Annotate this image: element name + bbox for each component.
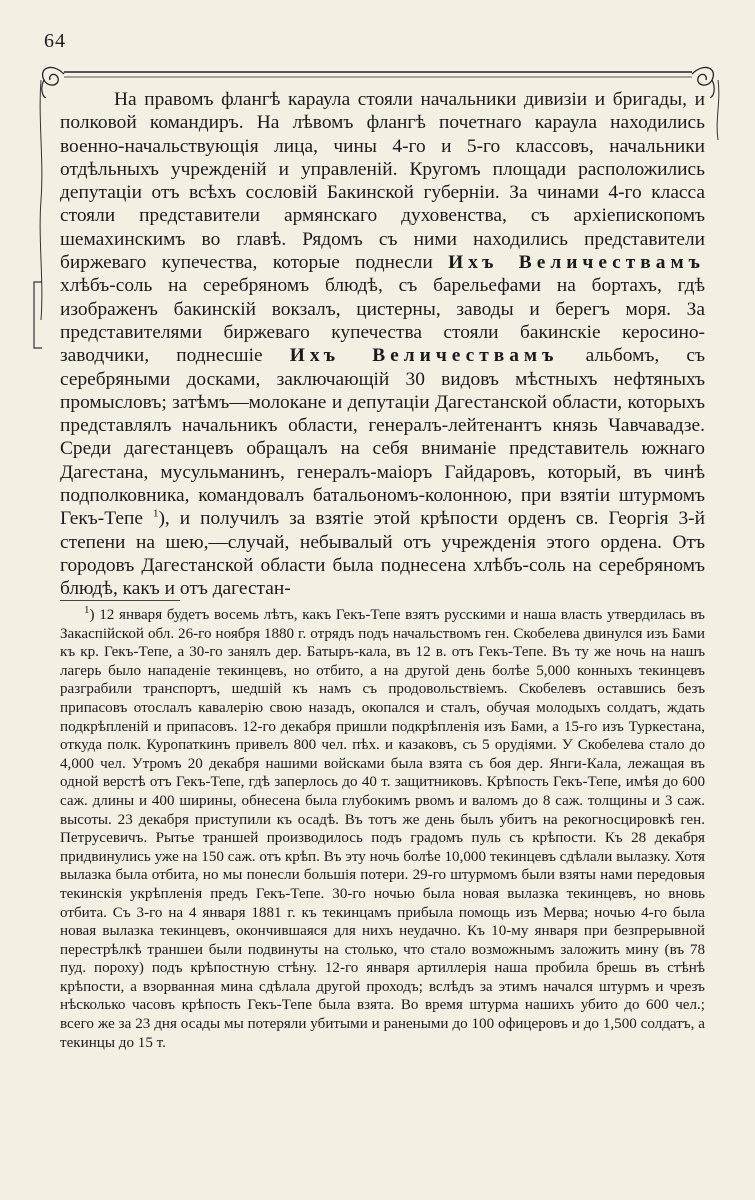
footnote [60, 603, 705, 1052]
margin-bracket-mark [30, 280, 44, 350]
emphasized-majesties-1: Ихъ Величествамъ [448, 252, 705, 274]
decorative-left-border [36, 80, 46, 1090]
footnote-marker: 1 [84, 603, 90, 616]
main-body-text [60, 88, 705, 601]
body-text-part-1: На правомъ флангѣ караула стояли начальники дивизіи и бригады, и полковой командиръ. На лѣвомъ флангѣ почетнаго караула находились военно-начальствующія лица, чины 4-го и 5-го классовъ, начальники отдѣльныхъ учрежденій и управленій. Кругомъ площади расположились депутаціи отъ всѣхъ сословій Бакинской губерніи. За чинами 4-го класса стояли представители армянскаго духовенства, съ архіепископомъ шемахинскимъ во главѣ. Рядомъ съ ними находились представители биржеваго купечества, которые поднесли [60, 89, 705, 274]
body-text-part-3: альбомъ, съ серебряными досками, заключающій 30 видовъ мѣстныхъ нефтяныхъ промысловъ; затѣмъ—молокане и депутаціи Дагестанской области, которыхъ представлялъ начальникъ области, генералъ-лейтенантъ князь Чавчавадзе. Среди дагестанцевъ обращалъ на себя вниманіе представитель южнаго Дагестана, мусульманинъ, генералъ-маіоръ Гайдаровъ, который, въ чинѣ подполковника, командовалъ батальономъ-колонною, при взятіи штурмомъ Гекъ-Тепе [60, 345, 705, 530]
page-number: 64 [44, 30, 66, 52]
footnote-text: ) 12 января будетъ восемь лѣтъ, какъ Гекъ-Тепе взятъ русскими и наша власть утвердилась въ Закаспійской обл. 26-го ноября 1880 г. отрядъ подъ начальствомъ ген. Скобелева двинулся изъ Бами къ кр. Гекъ-Тепе, а 30-го занялъ дер. Батыръ-кала, въ 12 в. отъ Гекъ-Тепе. Въ ту же ночь на нашъ лагерь было нападеніе текинцевъ, но отбито, а на другой день болѣе 5,000 конныхъ текинцевъ разграбили транспортъ, шедшій къ намъ съ продовольствіемъ. Скобелевъ оставшись безъ припасовъ отослалъ кавалерію свою назадъ, окопался и сталъ, обучая молодыхъ солдатъ, ждать подкрѣпленій и припасовъ. 12-го декабря пришли подкрѣпленія изъ Бами, а 15-го изъ Туркестана, откуда полк. Куропаткинъ привелъ 800 чел. пѣх. и казаковъ, съ 5 орудіями. У Скобелева стало до 4,000 чел. Утромъ 20 декабря нашими войсками была взята съ боя дер. Янги-Кала, лежащая въ одной верстѣ отъ Гекъ-Тепе, гдѣ заперлось до 40 т. защитниковъ. Крѣпость Гекъ-Тепе, имѣя до 600 саж. длины и 400 ширины, обнесена была глубокимъ рвомъ и валомъ до 8 саж. толщины и 3 саж. высоты. 23 декабря приступили къ осадѣ. Въ тотъ же день былъ убитъ на рекогносцировкѣ ген. Петрусевичъ. Рытье траншей производилось подъ градомъ пуль съ крѣпости. Къ 28 декабря придвинулись уже на 150 саж. отъ крѣп. Въ эту ночь болѣе 10,000 текинцевъ сдѣлали вылазку. Хотя вылазка была отбита, но мы понесли большія потери. 29-го штурмомъ были взяты нами передовыя текинскія укрѣпленія предъ Гекъ-Тепе. 30-го ночью была новая вылазка текинцевъ, но вновь отбита. Съ 3-го на 4 января 1881 г. къ текинцамъ прибыла помощь изъ Мерва; ночью 4-го была новая вылазка текинцевъ, окончившаяся для нихъ неудачно. Къ 10-му января при безпрерывной перестрѣлкѣ траншеи были подвинуты на столько, что стало возможнымъ заложить мину (въ 78 пуд. пороху) подъ крѣпостную стѣну. 12-го января артиллерія наша пробила брешь въ стѣнѣ крѣпости, а взорванная мина сдѣлала другой проходъ; вслѣдъ за этимъ начался штурмъ и чрезъ нѣсколько часовъ крѣпость Гекъ-Тепе была взята. Во время штурма нашихъ убито до 600 чел.; всего же за 23 дня осады мы потеряли убитыми и ранеными до 100 офицеровъ и до 1,500 солдатъ, а текинцы до 15 т. [60, 607, 705, 1051]
body-text-part-4: ), и получилъ за взятіе этой крѣпости орденъ св. Георгія 3-й степени на шею,—случай, небывалый отъ учрежденія этого ордена. Отъ городовъ Дагестанской области была поднесена хлѣбъ-соль на серебряномъ блюдѣ, какъ и отъ дагестан- [60, 508, 705, 600]
decorative-right-border [713, 80, 723, 640]
body-text-part-2: хлѣбъ-соль на серебряномъ блюдѣ, съ барельефами на бортахъ, гдѣ изображенъ бакинскій вокзалъ, цистерны, заводы и берегъ моря. За представителями биржеваго купечества стояли бакинскіе керосино-заводчики, поднесшіе [60, 275, 705, 367]
footnote-reference[interactable]: 1 [152, 507, 159, 520]
emphasized-majesties-2: Ихъ Величествамъ [289, 345, 559, 367]
footnote-separator [60, 600, 180, 601]
